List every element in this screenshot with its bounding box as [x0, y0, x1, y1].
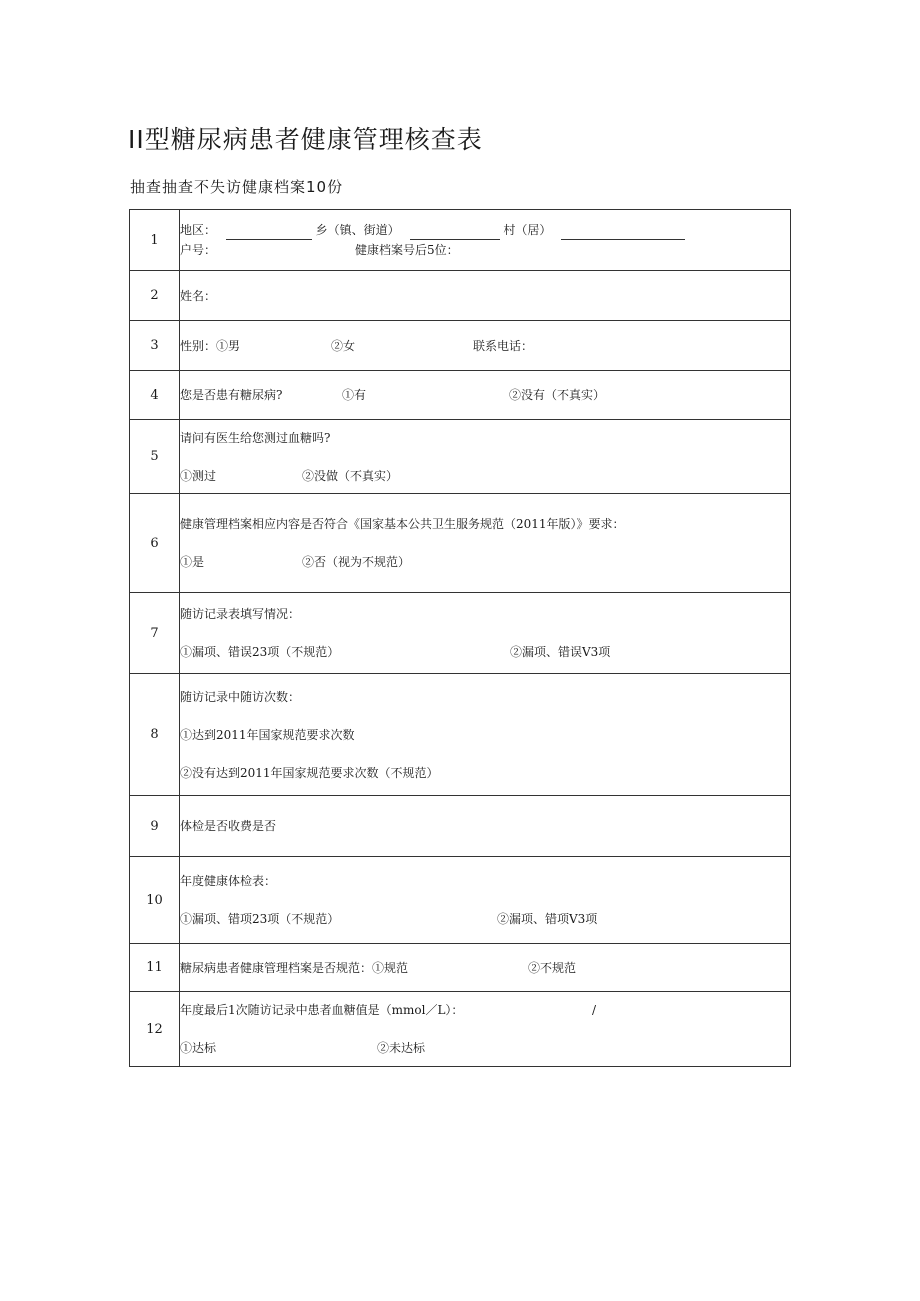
table-row	[130, 210, 791, 271]
row-content	[180, 992, 791, 1067]
row-content	[180, 271, 791, 321]
township-label: 乡（镇、街道）	[315, 223, 400, 237]
value-slash: /	[592, 1003, 597, 1017]
option-no[interactable]: ②否（视为不规范）	[302, 555, 411, 569]
row-number: 12	[130, 992, 180, 1067]
row-content	[180, 796, 791, 857]
question-text: 您是否患有糖尿病?	[180, 388, 283, 402]
row-content	[180, 857, 791, 944]
row-number: 11	[130, 944, 180, 992]
row-number: 6	[130, 494, 180, 593]
row-content	[180, 593, 791, 674]
row-number: 5	[130, 420, 180, 494]
table-row	[130, 674, 791, 796]
name-label: 姓名：	[180, 288, 217, 303]
option-not-reached[interactable]: ②未达标	[377, 1041, 426, 1055]
question-text: 请问有医生给您测过血糖吗?	[180, 430, 331, 445]
row-number: 1	[130, 210, 180, 271]
question-text: 年度健康体检表：	[180, 874, 277, 888]
option-nonstandard[interactable]: ②不规范	[528, 960, 577, 975]
row-content	[180, 674, 791, 796]
table-row	[130, 992, 791, 1067]
household-label: 户号：	[180, 243, 217, 257]
archive-number-label: 健康档案号后5位：	[355, 243, 459, 257]
row-number: 7	[130, 593, 180, 674]
check-table	[129, 209, 791, 1067]
row-content	[180, 321, 791, 371]
table-row	[130, 420, 791, 494]
gender-male-option[interactable]: 性别：①男	[180, 338, 241, 353]
question-text: 健康管理档案相应内容是否符合《国家基本公共卫生服务规范（2011年版）》要求：	[180, 517, 625, 531]
option-standard[interactable]: ②漏项、错误V3项	[510, 645, 611, 659]
row-number: 8	[130, 674, 180, 796]
page-title: II型糖尿病患者健康管理核查表	[128, 125, 483, 154]
row-content	[180, 210, 791, 271]
gender-female-option[interactable]: ②女	[331, 338, 356, 353]
table-row	[130, 944, 791, 992]
region-blank[interactable]	[226, 225, 312, 240]
row-number: 2	[130, 271, 180, 321]
row-content	[180, 494, 791, 593]
phone-label: 联系电话：	[473, 338, 534, 353]
option-nonstandard[interactable]: ①漏项、错项23项（不规范）	[180, 912, 340, 926]
table-row	[130, 796, 791, 857]
table-row	[130, 494, 791, 593]
row-content	[180, 944, 791, 992]
township-blank[interactable]	[410, 225, 500, 240]
option-no[interactable]: ②没有（不真实）	[509, 388, 606, 402]
row-number: 9	[130, 796, 180, 857]
village-blank[interactable]	[561, 225, 685, 240]
option-standard[interactable]: ②漏项、错项V3项	[497, 912, 598, 926]
option-reached[interactable]: ①达标	[180, 1041, 217, 1055]
table-row	[130, 321, 791, 371]
option-not-reached[interactable]: ②没有达到2011年国家规范要求次数（不规范）	[180, 765, 439, 780]
question-text: 随访记录中随访次数：	[180, 689, 301, 704]
fee-question: 体检是否收费是否	[180, 819, 277, 833]
row-number: 4	[130, 371, 180, 420]
village-label: 村（居）	[503, 223, 552, 237]
region-label: 地区：	[180, 223, 217, 237]
page-subtitle: 抽查抽查不失访健康档案10份	[130, 178, 344, 196]
row-number: 10	[130, 857, 180, 944]
option-not-done[interactable]: ②没做（不真实）	[302, 468, 399, 483]
table-row	[130, 271, 791, 321]
option-reached[interactable]: ①达到2011年国家规范要求次数	[180, 727, 355, 742]
question-text: 糖尿病患者健康管理档案是否规范：①规范	[180, 960, 409, 975]
option-yes[interactable]: ①是	[180, 555, 205, 569]
row-content	[180, 371, 791, 420]
question-text: 随访记录表填写情况：	[180, 607, 301, 621]
option-measured[interactable]: ①测过	[180, 468, 217, 483]
table-row	[130, 371, 791, 420]
option-nonstandard[interactable]: ①漏项、错误23项（不规范）	[180, 645, 340, 659]
table-row	[130, 593, 791, 674]
table-row	[130, 857, 791, 944]
question-text: 年度最后1次随访记录中患者血糖值是（mmol／L）：	[180, 1003, 464, 1017]
option-yes[interactable]: ①有	[342, 388, 367, 402]
row-number: 3	[130, 321, 180, 371]
row-content	[180, 420, 791, 494]
